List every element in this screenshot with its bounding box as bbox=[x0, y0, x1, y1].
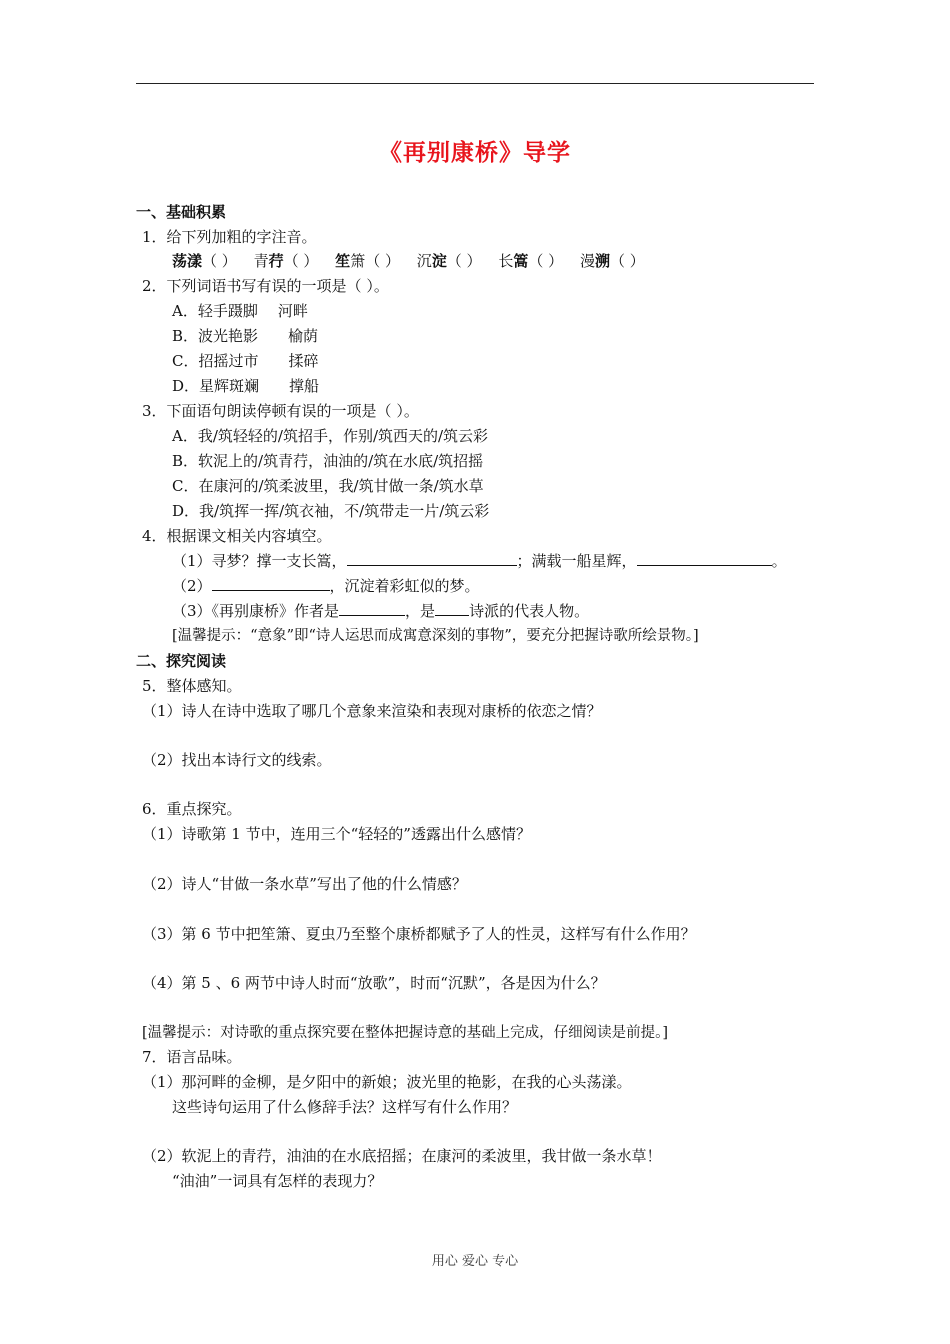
q1-item: 长篙（ ） bbox=[498, 252, 564, 270]
answer-blank[interactable] bbox=[637, 551, 772, 566]
q4-stem: 4．根据课文相关内容填空。 bbox=[142, 527, 332, 545]
q6-sub: （2）诗人“甘做一条水草”写出了他的什么情感？ bbox=[142, 875, 467, 893]
q7-sub-question: “油油”一词具有怎样的表现力？ bbox=[172, 1172, 383, 1190]
q7-sub: （1）那河畔的金柳，是夕阳中的新娘；波光里的艳影，在我的心头荡漾。 bbox=[142, 1073, 632, 1091]
answer-blank[interactable] bbox=[435, 601, 469, 616]
tip-imagery: [温馨提示：“意象”即“诗人运思而成寓意深刻的事物”，要充分把握诗歌所绘景物。] bbox=[172, 628, 699, 644]
q6-sub: （3）第 6 节中把笙箫、夏虫乃至整个康桥都赋予了人的性灵，这样写有什么作用？ bbox=[142, 925, 696, 943]
q5-stem: 5．整体感知。 bbox=[142, 677, 242, 695]
answer-blank[interactable] bbox=[347, 551, 517, 566]
q2-stem: 2．下列词语书写有误的一项是（ ）。 bbox=[142, 277, 389, 295]
q6-sub: （4）第 5 、6 两节中诗人时而“放歌”，时而“沉默”，各是因为什么？ bbox=[142, 974, 606, 992]
page-title: 《再别康桥》导学 bbox=[379, 140, 571, 166]
q4-fill-line-3: （3）《再别康桥》作者是 ，是 诗派的代表人物。 bbox=[172, 602, 590, 620]
q7-sub-question: 这些诗句运用了什么修辞手法？这样写有什么作用？ bbox=[172, 1098, 518, 1116]
q3-option: D．我/筑挥一挥/筑衣袖，不/筑带走一片/筑云彩 bbox=[172, 502, 490, 520]
q2-option: B．波光艳影 榆荫 bbox=[172, 327, 319, 345]
q4-fill-line-2: （2） ，沉淀着彩虹似的梦。 bbox=[172, 577, 480, 595]
q4-fill-line-1: （1）寻梦？撑一支长篙， ；满载一船星辉， 。 bbox=[172, 552, 787, 570]
answer-blank[interactable] bbox=[212, 576, 330, 591]
q2-option: D．星辉斑斓 撑船 bbox=[172, 377, 320, 395]
q5-sub: （2）找出本诗行文的线索。 bbox=[142, 751, 332, 769]
header-rule bbox=[136, 83, 814, 84]
q1-stem: 1．给下列加粗的字注音。 bbox=[142, 228, 317, 246]
section-heading-inquiry: 二、探究阅读 bbox=[136, 652, 227, 670]
q1-item: 青荇（ ） bbox=[253, 252, 319, 270]
q7-stem: 7．语言品味。 bbox=[142, 1048, 242, 1066]
q1-pinyin-row bbox=[172, 251, 645, 271]
q3-option: A．我/筑轻轻的/筑招手，作别/筑西天的/筑云彩 bbox=[172, 427, 489, 445]
q3-stem: 3．下面语句朗读停顿有误的一项是（ ）。 bbox=[142, 402, 419, 420]
answer-blank[interactable] bbox=[339, 601, 405, 616]
q1-item: 笙箫（ ） bbox=[335, 252, 400, 270]
q1-item: 漫溯（ ） bbox=[579, 252, 645, 270]
q2-option: C．招摇过市 揉碎 bbox=[172, 352, 319, 370]
tip-reading: [温馨提示：对诗歌的重点探究要在整体把握诗意的基础上完成，仔细阅读是前提。] bbox=[142, 1025, 669, 1041]
q1-item: 沉淀（ ） bbox=[416, 252, 482, 270]
q5-sub: （1）诗人在诗中选取了哪几个意象来渲染和表现对康桥的依恋之情？ bbox=[142, 702, 602, 720]
q3-option: C．在康河的/筑柔波里，我/筑甘做一条/筑水草 bbox=[172, 477, 484, 495]
q6-stem: 6．重点探究。 bbox=[142, 800, 242, 818]
page-footer: 用心 爱心 专心 bbox=[431, 1254, 519, 1269]
q2-option: A．轻手蹑脚 河畔 bbox=[172, 302, 308, 320]
q1-item: 荡漾（ ） bbox=[172, 252, 237, 270]
q3-option: B．软泥上的/筑青荇，油油的/筑在水底/筑招摇 bbox=[172, 452, 484, 470]
q7-sub: （2）软泥上的青荇，油油的在水底招摇；在康河的柔波里，我甘做一条水草！ bbox=[142, 1147, 662, 1165]
section-heading-basics: 一、基础积累 bbox=[136, 203, 227, 221]
q6-sub: （1）诗歌第 1 节中，连用三个“轻轻的”透露出什么感情？ bbox=[142, 825, 531, 843]
